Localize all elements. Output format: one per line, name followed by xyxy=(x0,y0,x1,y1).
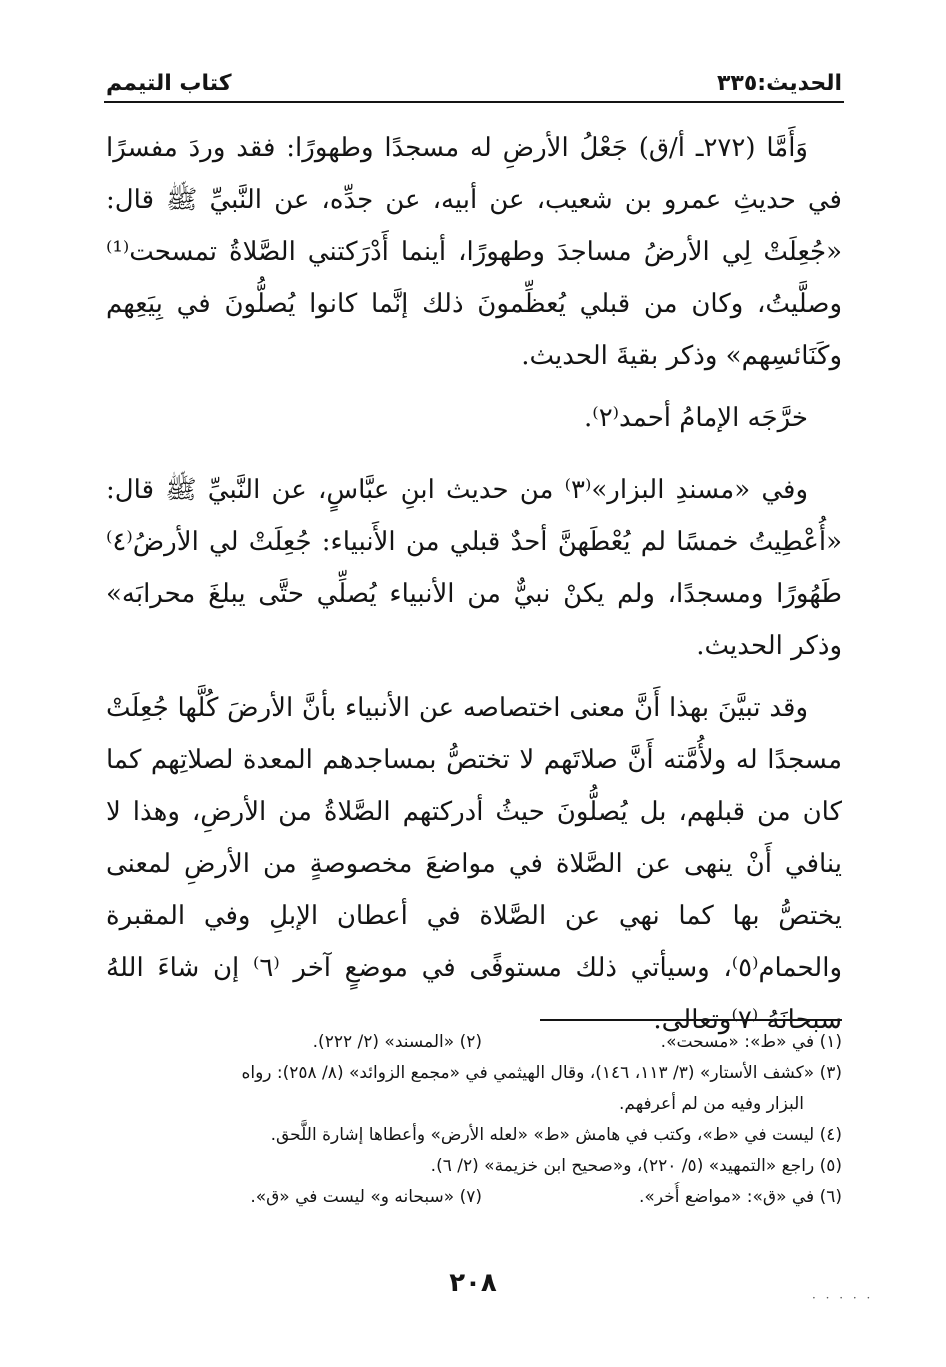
paragraph-4: وقد تبيَّنَ بهذا أَنَّ معنى اختصاصه عن الأنبياء بأنَّ الأرضَ كُلَّها جُعِلَتْ مسجدًا له ولأُمَّته أَنَّ صلاتَهم لا تختصُّ بمساجدهم المعدة لصلاتِهم كما كان من قبلهم، بل يُصلُّونَ حيثُ أدركتهم الصَّلاةُ من الأرضِ، وهذا لا ينافي أَنْ ينهى عن الصَّلاة في مواضعَ مخصوصةٍ من الأرضِ لمعنى يختصُّ بها كما نهي عن الصَّلاة في أعطان الإبلِ وفي المقبرة والحمام⁽٥⁾، وسيأتي ذلك مستوفًى في موضعٍ آخر ⁽٦⁾ إن شاءَ اللهُ سبحانَهُ ⁽٧⁾وتعالى. xyxy=(106,693,842,1035)
paragraph-3: وفي «مسندِ البزار»⁽٣⁾ من حديث ابنِ عبَّاسٍ، عن النَّبيِّ ﷺ قال: «أُعْطِيتُ خمسًا لم يُعْطَهنَّ أحدٌ قبلي من الأَنبياء: جُعِلَتْ لي الأرضُ⁽٤⁾ طَهُورًا ومسجدًا، ولم يكنْ نبيٌّ من الأنبياء يُصلِّي حتَّى يبلغَ محرابَه» وذكر الحديث. xyxy=(106,475,842,661)
footnote-3: (٣) «كشف الأستار» (٣/ ١١٣، ١٤٦)، وقال الهيثمي في «مجمع الزوائد» (٨/ ٢٥٨): رواه xyxy=(241,1063,842,1083)
scan-dots: · · · · · xyxy=(812,1291,874,1305)
header-divider xyxy=(104,101,844,103)
footnote-4: (٤) ليست في «ط»، وكتب في هامش «ط» «لعله الأرض» وأعطاها إشارة اللَّحق. xyxy=(270,1125,842,1145)
paragraph-2: خرَّجَه الإمامُ أحمد⁽٢⁾. xyxy=(584,403,808,433)
footnotes xyxy=(100,1027,842,1213)
footnote-row-1 xyxy=(100,1027,842,1058)
main-text xyxy=(106,122,842,1056)
page-number: ٢٠٨ xyxy=(449,1268,497,1298)
header-chapter-title: كتاب التيمم xyxy=(106,70,232,96)
footnote-row-6 xyxy=(100,1182,842,1213)
footnote-divider xyxy=(540,1019,842,1021)
running-header xyxy=(106,66,842,100)
footnote-6: (٦) في «ق»: «مواضع أُخر». xyxy=(639,1187,842,1207)
footnote-7: (٧) «سبحانه و» ليست في «ق». xyxy=(250,1187,482,1207)
footnote-1: (١) في «ط»: «مسحت». xyxy=(660,1032,842,1052)
footnote-5: (٥) راجع «التمهيد» (٥/ ٢٢٠)، و«صحيح ابن خزيمة» (٢/ ٦). xyxy=(430,1156,842,1176)
header-hadith-number: الحديث:٣٣٥ xyxy=(716,70,842,96)
footnote-2: (٢) «المسند» (٢/ ٢٢٢). xyxy=(312,1032,482,1052)
paragraph-1: وَأَمَّا (٢٧٢ـ أ/ق) جَعْلُ الأرضِ له مسجدًا وطهورًا: فقد وردَ مفسرًا في حديثِ عمرو بن شعيب، عن أبيه، عن جدِّه، عن النَّبيِّ ﷺ قال: «جُعِلَتْ لِي الأرضُ مساجدَ وطهورًا، أينما أَدْرَكتني الصَّلاةُ تمسحت⁽¹⁾ وصلَّيتُ، وكان من قبلي يُعظِّمونَ ذلك إنَّما كانوا يُصلُّونَ في بِيَعِهم وكَنَائسِهم» وذكر بقيةَ الحديث. xyxy=(106,133,842,371)
footnote-3-continued: البزار وفيه من لم أعرفهم. xyxy=(618,1094,804,1114)
